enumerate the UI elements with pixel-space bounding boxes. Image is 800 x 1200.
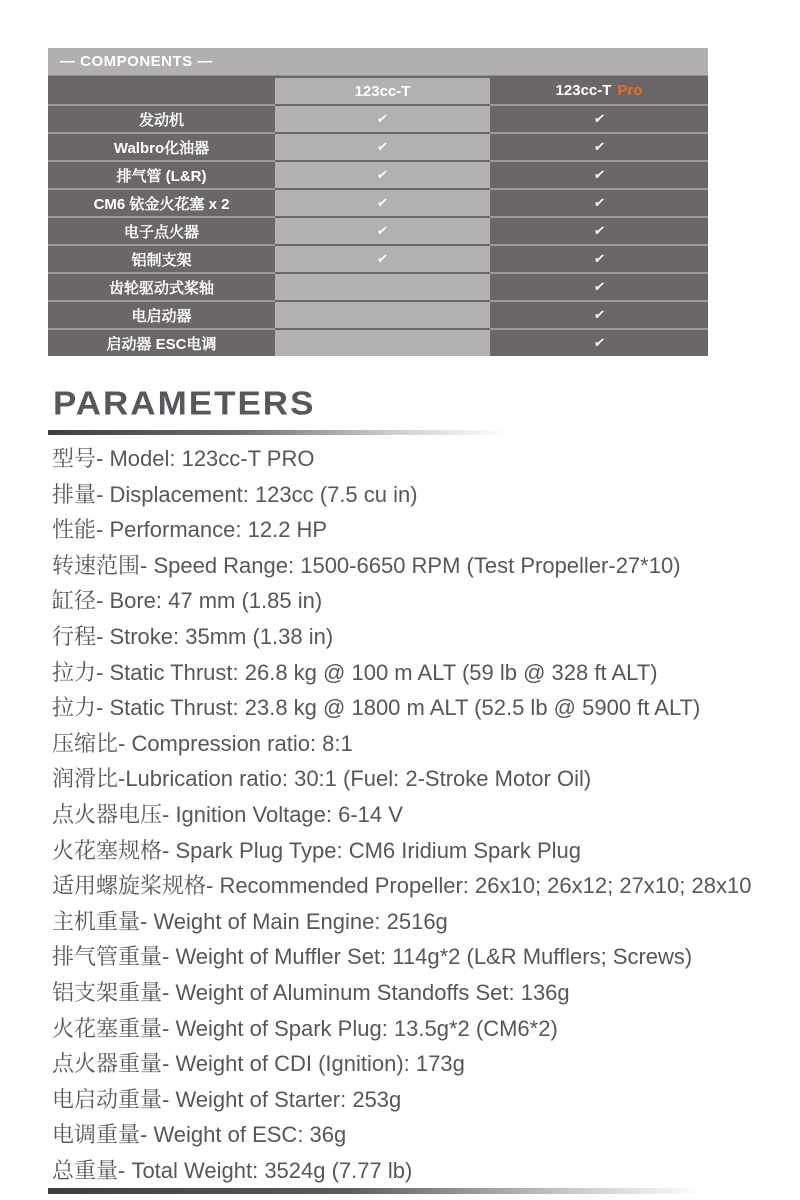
component-row [48,300,708,328]
component-row [48,244,708,272]
component-123cc-t-pro-cell [490,188,708,216]
parameter-line: 电启动重量- Weight of Starter: 253g [52,1086,402,1112]
component-row [48,328,708,356]
component-123cc-t-cell [275,300,490,328]
component-123cc-t-pro-cell [490,328,708,356]
pro-column-base-label: 123cc-T [555,81,612,99]
components-table-title: — COMPONENTS — [48,48,708,76]
check-icon: ✔ [592,279,606,294]
component-123cc-t-pro-cell [490,300,708,328]
parameter-line: 电调重量- Weight of ESC: 36g [52,1122,347,1148]
parameter-line: 转速范围- Speed Range: 1500-6650 RPM (Test Propeller-27*10) [52,552,681,578]
parameter-line: 总重量- Total Weight: 3524g (7.77 lb) [52,1157,413,1183]
component-123cc-t-pro-cell [490,104,708,132]
check-icon: ✔ [592,139,606,154]
component-123cc-t-cell [275,272,490,300]
parameter-line: 主机重量- Weight of Main Engine: 2516g [52,908,448,934]
component-123cc-t-cell [275,104,490,132]
parameter-line: 拉力- Static Thrust: 23.8 kg @ 1800 m ALT (52.5 lb @ 5900 ft ALT) [52,695,701,721]
components-header-123cc-t: 123cc-T [275,76,490,104]
component-123cc-t-pro-cell [490,160,708,188]
component-label: 铝制支架 [48,244,275,272]
check-icon: ✔ [376,195,390,210]
parameter-line: 压缩比- Compression ratio: 8:1 [52,730,353,756]
parameter-line: 型号- Model: 123cc-T PRO [52,446,315,471]
component-label: 电启动器 [48,300,275,328]
component-label: 启动器 ESC电调 [48,328,275,356]
components-rows [48,104,708,356]
check-icon: ✔ [592,307,606,322]
components-header-123cc-t-pro [490,76,708,104]
component-row [48,216,708,244]
parameter-line: 排气管重量- Weight of Muffler Set: 114g*2 (L&R Mufflers; Screws) [52,944,693,970]
check-icon: ✔ [592,251,606,266]
parameter-line: 火花塞规格- Spark Plug Type: CM6 Iridium Spark Plug [52,837,581,863]
component-label: 齿轮驱动式桨轴 [48,272,275,300]
parameters-heading-rule [48,430,508,435]
check-icon: ✔ [376,139,390,154]
check-icon: ✔ [592,195,606,210]
check-icon: ✔ [376,251,390,266]
component-row [48,104,708,132]
component-123cc-t-cell [275,188,490,216]
parameter-line: 排量- Displacement: 123cc (7.5 cu in) [52,481,418,507]
parameter-line: 火花塞重量- Weight of Spark Plug: 13.5g*2 (CM6*2) [52,1015,558,1041]
bottom-rule [48,1188,703,1194]
component-row [48,188,708,216]
parameter-line: 润滑比-Lubrication ratio: 30:1 (Fuel: 2-Stroke Motor Oil) [52,766,592,792]
component-label: CM6 铱金火花塞 x 2 [48,188,275,216]
component-row [48,160,708,188]
parameters-list [52,441,800,1188]
parameters-heading: PARAMETERS [53,384,316,423]
component-label: 排气管 (L&R) [48,160,275,188]
parameter-line: 行程- Stroke: 35mm (1.38 in) [52,623,334,649]
parameter-line: 拉力- Static Thrust: 26.8 kg @ 100 m ALT (59 lb @ 328 ft ALT) [52,659,658,685]
component-123cc-t-cell [275,216,490,244]
parameter-line: 缸径- Bore: 47 mm (1.85 in) [52,588,323,614]
component-label: Walbro化油器 [48,132,275,160]
parameter-line: 点火器电压- Ignition Voltage: 6-14 V [52,801,403,827]
component-123cc-t-cell [275,244,490,272]
check-icon: ✔ [592,335,606,350]
check-icon: ✔ [592,167,606,182]
component-123cc-t-pro-cell [490,216,708,244]
component-123cc-t-cell [275,160,490,188]
pro-column-pro-label: Pro [617,81,643,99]
check-icon: ✔ [592,223,606,238]
component-label: 电子点火器 [48,216,275,244]
component-123cc-t-pro-cell [490,132,708,160]
component-123cc-t-cell [275,132,490,160]
check-icon: ✔ [592,111,606,126]
component-123cc-t-pro-cell [490,244,708,272]
component-123cc-t-cell [275,328,490,356]
components-header-blank [48,76,275,104]
component-row [48,272,708,300]
check-icon: ✔ [376,111,390,126]
check-icon: ✔ [376,167,390,182]
parameter-line: 适用螺旋桨规格- Recommended Propeller: 26x10; 26x12; 27x10; 28x10 [52,873,752,899]
parameter-line: 点火器重量- Weight of CDI (Ignition): 173g [52,1051,465,1077]
check-icon: ✔ [376,223,390,238]
components-table [48,48,708,356]
parameter-line: 性能- Performance: 12.2 HP [52,517,328,543]
component-label: 发动机 [48,104,275,132]
component-123cc-t-pro-cell [490,272,708,300]
components-header-row [48,76,708,104]
component-row [48,132,708,160]
parameter-line: 铝支架重量- Weight of Aluminum Standoffs Set: 136g [52,979,570,1005]
